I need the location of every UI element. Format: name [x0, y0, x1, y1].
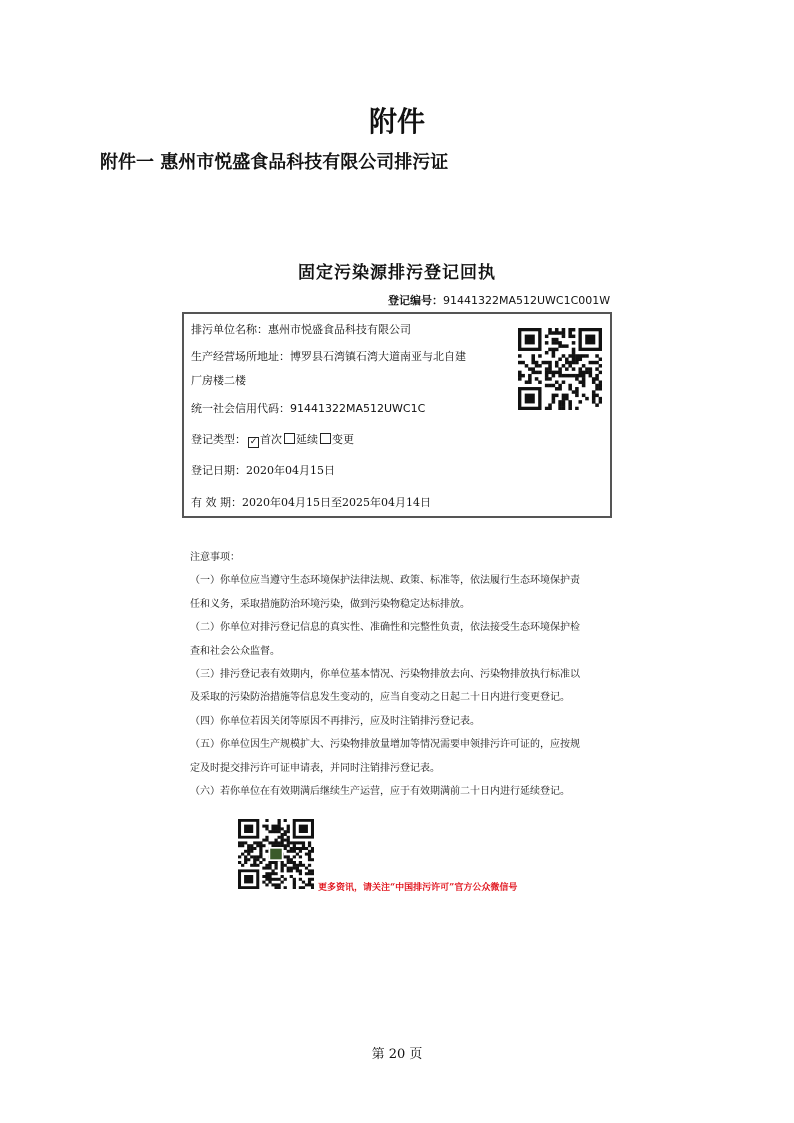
address-value-line1: 博罗县石湾镇石湾大道南亚与北自建: [290, 350, 466, 363]
wechat-qr-code-icon: [238, 819, 314, 889]
address-row: [191, 346, 466, 368]
notes-section: [190, 546, 610, 803]
page-heading: 附件: [368, 105, 425, 138]
checkbox-checked-icon: ✓: [249, 437, 258, 447]
address-row-continued: [191, 370, 246, 392]
registration-type-label: 登记类型：: [191, 433, 246, 446]
attachment-title: 附件一 惠州市悦盛食品科技有限公司排污证: [100, 152, 449, 173]
address-label: 生产经营场所地址：: [191, 350, 290, 363]
notes-title: 注意事项：: [190, 552, 240, 563]
notes-line: （六）若你单位在有效期满后继续生产运营，应于有效期满前二十日内进行延续登记。: [190, 786, 570, 798]
type-option-renewal: 延续: [296, 433, 318, 446]
registration-date-row: [191, 460, 335, 482]
type-option-change: 变更: [332, 433, 354, 446]
registration-date-value: 2020年04月15日: [246, 464, 335, 477]
qr-code-icon: [518, 328, 602, 410]
registration-number-value: 91441322MA512UWC1C001W: [443, 294, 611, 307]
registration-number-label: 登记编号：: [388, 294, 443, 307]
notes-line: （五）你单位因生产规模扩大、污染物排放量增加等情况需要申领排污许可证的，应按规: [190, 739, 580, 751]
notes-line: （一）你单位应当遵守生态环境保护法律法规、政策、标准等，依法履行生态环境保护责: [190, 575, 580, 587]
certificate-title: 固定污染源排污登记回执: [298, 263, 496, 283]
registration-date-label: 登记日期：: [191, 464, 246, 477]
credit-code-row: [191, 398, 425, 420]
validity-value: 2020年04月15日至2025年04月14日: [242, 496, 431, 509]
certificate-box: [182, 312, 612, 518]
notes-line: 任和义务，采取措施防治环境污染，做到污染物稳定达标排放。: [190, 598, 470, 610]
checkbox-icon: [284, 433, 295, 444]
registration-number: [388, 292, 610, 308]
credit-code-value: 91441322MA512UWC1C: [290, 402, 426, 415]
registration-type-row: [191, 429, 354, 451]
unit-name-row: [191, 319, 411, 341]
validity-label: 有 效 期：: [191, 496, 242, 509]
unit-name-label: 排污单位名称：: [191, 323, 268, 336]
address-value-line2: 厂房楼二楼: [191, 374, 246, 387]
checkbox-icon: [320, 433, 331, 444]
notes-line: （二）你单位对排污登记信息的真实性、准确性和完整性负责，依法接受生态环境保护检: [190, 622, 580, 634]
more-info-text: 更多资讯，请关注“中国排污许可”官方公众微信号: [318, 883, 518, 893]
unit-name-value: 惠州市悦盛食品科技有限公司: [268, 323, 411, 336]
notes-line: （四）你单位若因关闭等原因不再排污，应及时注销排污登记表。: [190, 715, 480, 727]
notes-line: 及采取的污染防治措施等信息发生变动的，应当自变动之日起二十日内进行变更登记。: [190, 692, 570, 704]
notes-line: 查和社会公众监督。: [190, 645, 280, 657]
notes-line: （三）排污登记表有效期内，你单位基本情况、污染物排放去向、污染物排放执行标准以: [190, 669, 580, 681]
notes-line: 定及时提交排污许可证申请表，并同时注销排污登记表。: [190, 762, 440, 774]
validity-row: [191, 492, 431, 514]
type-option-first: 首次: [260, 433, 282, 446]
page-number: 第 20 页: [371, 1047, 423, 1062]
credit-code-label: 统一社会信用代码：: [191, 402, 290, 415]
